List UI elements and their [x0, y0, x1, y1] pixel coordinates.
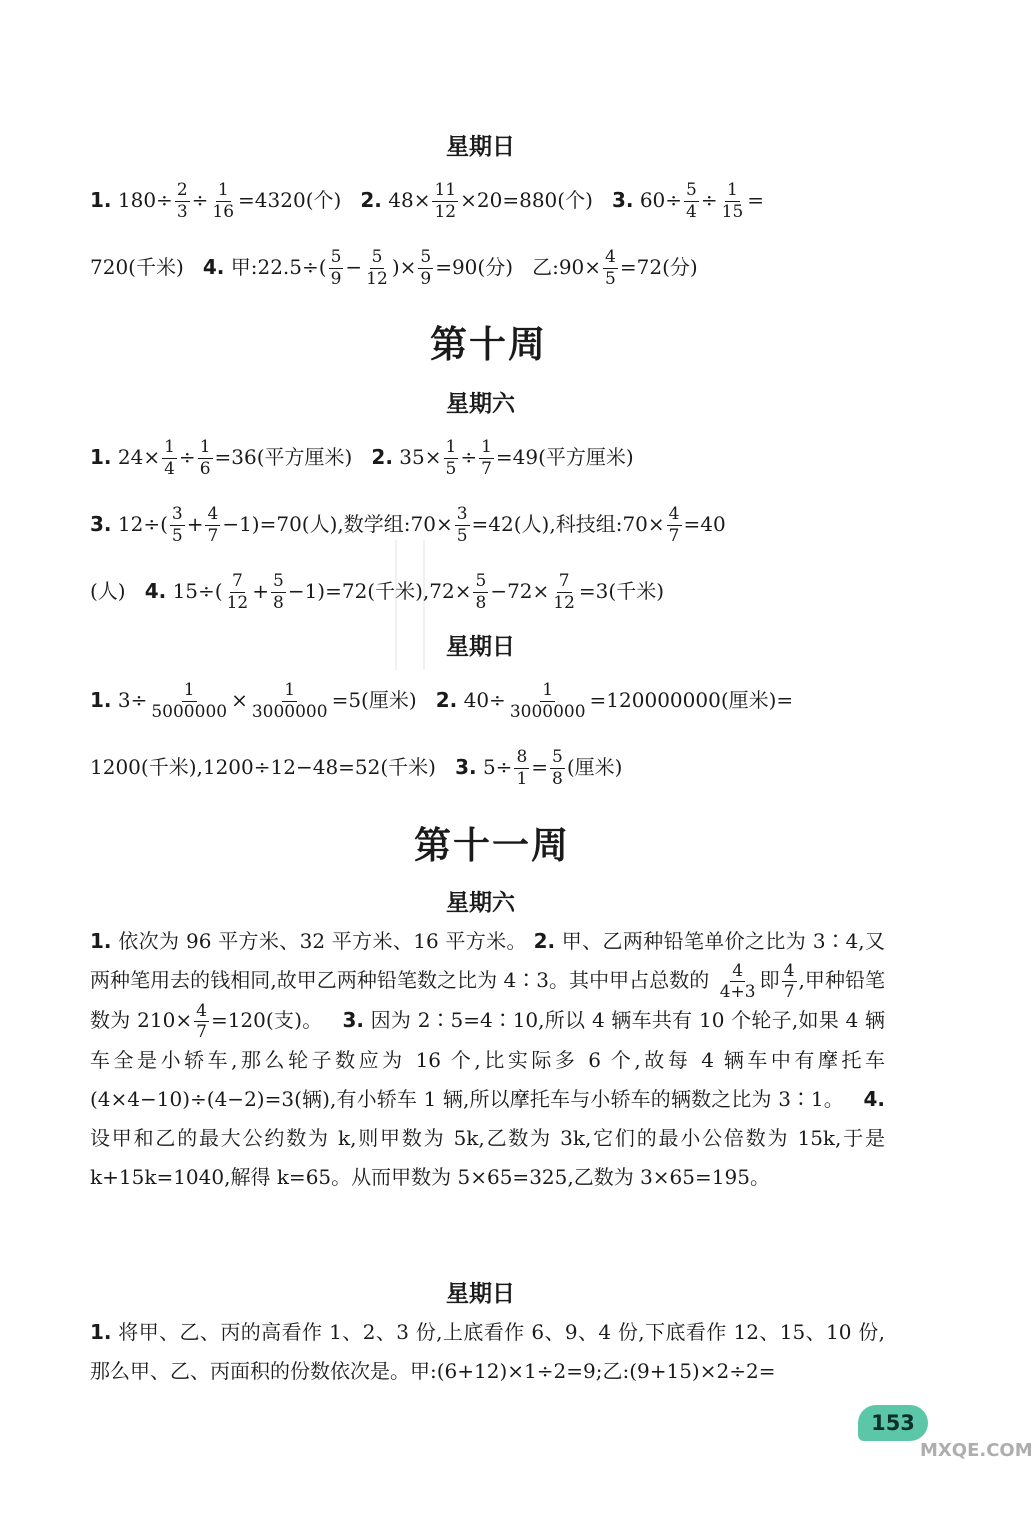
- item-number: 3.: [611, 188, 634, 212]
- expr-text: 180÷: [117, 188, 173, 212]
- fraction: $\frac{2}{3}$: [176, 180, 188, 222]
- item-number: 4.: [202, 255, 225, 279]
- fraction: $\frac{1}{16}$: [212, 180, 235, 222]
- item-number: 2.: [360, 188, 382, 212]
- fraction: $\frac{4}{5}$: [605, 247, 616, 289]
- heading-sunday-week9: 星期日: [446, 134, 515, 160]
- fraction: $\frac{4}{7}$: [783, 961, 795, 1002]
- answer-paragraph: 1. 依次为 96 平方米、32 平方米、16 平方米。 2. 甲、乙两种铅笔单价之比为 3∶4,又两种笔用去的钱相同,故甲乙两种铅笔数之比为 4∶3。其中甲占总数的 $\frac{4}{4+3}$ 即 $\frac{4}{7}$ ,甲种铅笔数为 210× $\frac{4}{7}$ =120(支)。 3. 因为 2∶5=4∶10,所以 4 辆车共有 10 个轮子,如果 4 辆车全是小轿车,那么轮子数应为 16 个,比实际多 6 个,故每 4 辆车中有摩托车(4×4−10)÷(4−2)=3(辆),有小轿车 1 辆,所以摩托车与小轿车的辆数之比为 3∶1。 4. 设甲和乙的最大公约数为 k,则甲数为 5k,乙数为 3k,它们的最小公倍数为 15k,于是 k+15k=1040,解得 k=65。从而甲数为 5×65=325,乙数为 3×65=195。: [90, 929, 886, 1189]
- item-number: 1.: [90, 1320, 112, 1344]
- watermark-text: MXQE.COM: [920, 1440, 1033, 1461]
- item-number: 4.: [144, 579, 167, 603]
- answer-line: 720(千米) 4. 甲:22.5÷( $\frac{5}{9}$ − $\frac{5}{12}$ )× $\frac{5}{9}$ =90(分) 乙:90× $\frac{4}{5}$ =72(分): [90, 247, 698, 289]
- fraction: $\frac{5}{9}$: [420, 247, 432, 289]
- answer-line: 1200(千米),1200÷12−48=52(千米) 3. 5÷ $\frac{8}{1}$ = $\frac{5}{8}$ (厘米): [90, 747, 623, 789]
- fraction: $\frac{4}{7}$: [196, 1001, 207, 1042]
- item-number: 2.: [371, 445, 393, 469]
- fraction: $\frac{5}{8}$: [272, 571, 284, 613]
- item-number: 1.: [90, 688, 112, 712]
- item-number: 3.: [455, 755, 477, 779]
- fraction: $\frac{11}{12}$: [434, 180, 457, 222]
- fraction: $\frac{5}{12}$: [366, 247, 388, 289]
- fraction: $\frac{1}{5000000}$: [151, 680, 228, 722]
- item-number: 3.: [90, 512, 112, 536]
- fraction: $\frac{5}{8}$: [475, 571, 487, 613]
- fraction: $\frac{5}{4}$: [686, 180, 697, 222]
- answer-line: (人) 4. 15÷( $\frac{7}{12}$ + $\frac{5}{8}$ −1)=72(千米),72× $\frac{5}{8}$ −72× $\frac{7}{12}$ =3(千米): [90, 571, 665, 613]
- item-number: 1.: [90, 188, 112, 212]
- heading-saturday-week11: 星期六: [446, 890, 515, 916]
- fraction: $\frac{3}{5}$: [456, 504, 468, 546]
- answer-line: 1. 24× $\frac{1}{4}$ ÷ $\frac{1}{6}$ =36(平方厘米) 2. 35× $\frac{1}{5}$ ÷ $\frac{1}{7}$ =49(平方厘米): [90, 437, 634, 479]
- item-number: 1.: [90, 929, 112, 953]
- answer-paragraph: 1. 将甲、乙、丙的高看作 1、2、3 份,上底看作 6、9、4 份,下底看作 12、15、10 份,那么甲、乙、丙面积的份数依次是。甲:(6+12)×1÷2=9;乙:(9+15)×2÷2=: [90, 1320, 886, 1383]
- fraction: $\frac{5}{8}$: [552, 747, 563, 789]
- fraction: $\frac{1}{7}$: [481, 437, 492, 479]
- item-number: 2.: [533, 929, 556, 953]
- item-number: 1.: [90, 445, 112, 469]
- answer-line: 3. 12÷( $\frac{3}{5}$ + $\frac{4}{7}$ −1)=70(人),数学组:70× $\frac{3}{5}$ =42(人),科技组:70× $\frac{4}{7}$ =40: [90, 504, 726, 546]
- heading-week10: 第十周: [430, 322, 547, 366]
- fraction: $\frac{1}{5}$: [445, 437, 457, 479]
- item-number: 2.: [435, 688, 458, 712]
- fraction: $\frac{4}{7}$: [668, 504, 680, 546]
- fraction: $\frac{1}{6}$: [199, 437, 211, 479]
- fraction: $\frac{1}{15}$: [721, 180, 744, 222]
- fraction: $\frac{7}{12}$: [226, 571, 249, 613]
- fraction: $\frac{1}{4}$: [164, 437, 175, 479]
- heading-sunday-week11: 星期日: [446, 1281, 515, 1307]
- answer-line: 1. 180÷ $\frac{2}{3}$ ÷ $\frac{1}{16}$ =4320(个) 2. 48× $\frac{11}{12}$ ×20=880(个) 3. 60÷ $\frac{5}{4}$ ÷ $\frac{1}{15}$ =: [90, 180, 765, 222]
- page-number-badge: 153: [858, 1405, 928, 1441]
- fraction: $\frac{7}{12}$: [553, 571, 575, 613]
- fraction: $\frac{5}{9}$: [330, 247, 342, 289]
- answer-line: 1. 3÷ $\frac{1}{5000000}$ × $\frac{1}{3000000}$ =5(厘米) 2. 40÷ $\frac{1}{3000000}$ =120000000(厘米)=: [90, 680, 794, 722]
- fraction: $\frac{4}{7}$: [207, 504, 219, 546]
- fraction: $\frac{4}{4+3}$: [719, 961, 756, 1002]
- heading-sunday-week10: 星期日: [446, 634, 515, 660]
- heading-week11: 第十一周: [414, 823, 570, 867]
- item-number: 3.: [342, 1008, 364, 1032]
- heading-saturday-week10: 星期六: [446, 391, 515, 417]
- fraction: $\frac{1}{3000000}$: [251, 680, 328, 722]
- fraction: $\frac{3}{5}$: [171, 504, 183, 546]
- fraction: $\frac{8}{1}$: [516, 747, 528, 789]
- item-number: 4.: [863, 1087, 886, 1111]
- fraction: $\frac{1}{3000000}$: [509, 680, 586, 722]
